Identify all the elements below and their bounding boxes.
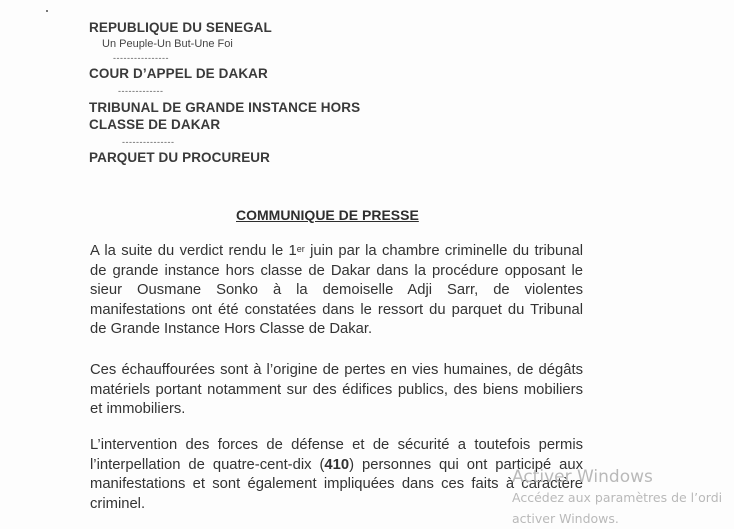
paragraph-1 xyxy=(90,242,583,340)
tribunal-line-2: CLASSE DE DAKAR xyxy=(89,117,221,132)
separator-3: --------------- xyxy=(122,137,175,147)
court-of-appeal: COUR D’APPEL DE DAKAR xyxy=(89,66,268,81)
republic-title: REPUBLIQUE DU SENEGAL xyxy=(89,20,272,35)
p1-text-start: A la suite du verdict rendu le 1 xyxy=(90,243,297,259)
p3-text-end: ) personnes qui ont participé aux manifestations et sont également impliquées dans ces faits à caractère criminel. xyxy=(90,456,583,512)
watermark-line-3: activer Windows. xyxy=(512,511,619,526)
p1-superscript: er xyxy=(296,244,305,254)
p2-text: Ces échauffourées sont à l’origine de pertes en vies humaines, de dégâts matériels portant notamment sur des édifices publics, des biens mobiliers et immobiliers. xyxy=(90,362,583,417)
national-motto: Un Peuple-Un But-Une Foi xyxy=(102,38,233,50)
p3-text-start: L’intervention des forces de défense et de sécurité a toutefois permis l’interpellation de quatre-cent-dix ( xyxy=(90,437,583,473)
watermark-line-1: Activer Windows xyxy=(512,467,653,487)
scan-speck xyxy=(46,10,48,12)
p3-bold-count: 410 xyxy=(324,456,350,473)
press-release-title: COMMUNIQUE DE PRESSE xyxy=(236,207,419,223)
paragraph-3 xyxy=(90,436,583,514)
watermark-line-2: Accédez aux paramètres de l’ordi xyxy=(512,490,723,505)
paragraph-2 xyxy=(90,361,583,420)
separator-2: ------------- xyxy=(118,86,164,96)
tribunal-line-1: TRIBUNAL DE GRANDE INSTANCE HORS xyxy=(89,100,361,115)
p1-text-end: juin par la chambre criminelle du tribunal de grande instance hors classe de Dakar dans la procédure opposant le sieur Ousmane Sonko à la demoiselle Adji Sarr, de violentes manifestations ont été constatées dans le ressort du parquet du Tribunal de Grande Instance Hors Classe de Dakar. xyxy=(90,243,584,337)
separator-1: ---------------- xyxy=(113,53,169,63)
parquet-title: PARQUET DU PROCUREUR xyxy=(89,150,271,165)
